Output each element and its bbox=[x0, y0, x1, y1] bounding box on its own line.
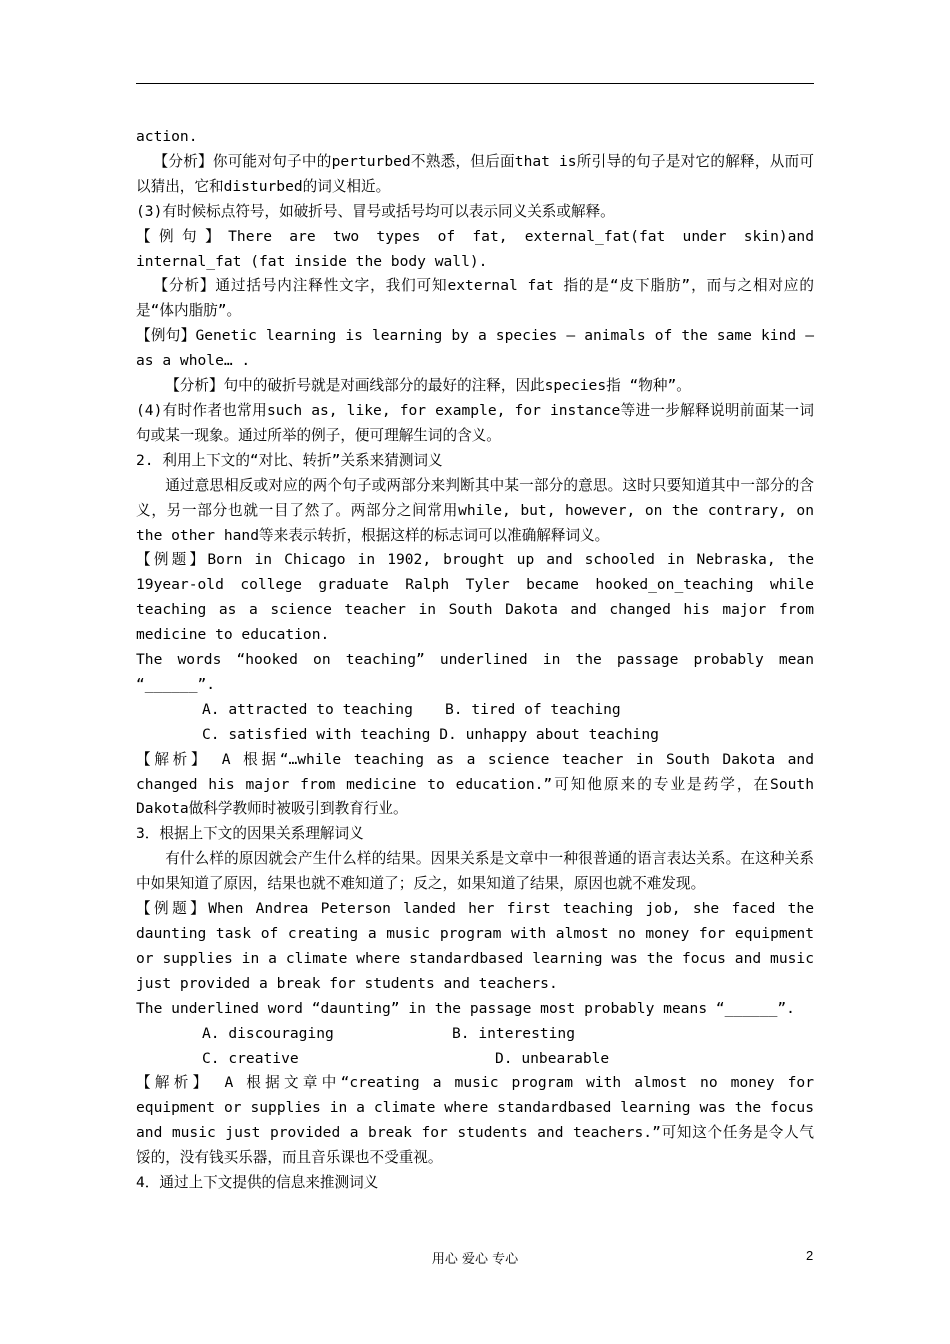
paragraph: 【例句】Genetic learning is learning by a species — animals of the same kind — as a whole… . bbox=[136, 327, 814, 370]
answer-options-row bbox=[136, 1022, 814, 1047]
paragraph: (3)有时候标点符号，如破折号、冒号或括号均可以表示同义关系或解释。 bbox=[136, 202, 615, 220]
paragraph: 【分析】你可能对句子中的perturbed不熟悉，但后面that is所引导的句子是对它的解释，从而可以猜出，它和disturbed的词义相近。 bbox=[136, 152, 814, 195]
page-number: 2 bbox=[806, 1248, 814, 1263]
option-b: B. tired of teaching bbox=[445, 700, 621, 718]
section-heading: 3．根据上下文的因果关系理解词义 bbox=[136, 825, 364, 843]
option-d: D. unhappy about teaching bbox=[439, 725, 659, 743]
section-heading: 2. 利用上下文的“对比、转折”关系来猜测词义 bbox=[136, 451, 443, 469]
paragraph: 通过意思相反或对应的两个句子或两部分来判断其中某一部分的意思。这时只要知道其中一部分的含义，另一部分也就一目了然了。两部分之间常用while, but, however, on the contrary, on the other hand等来表示转折，根据这样的标志词可以准确解释词义。 bbox=[136, 476, 814, 544]
paragraph: 【例题】When Andrea Peterson landed her first teaching job, she faced the daunting task of creating a music program with almost no money for equipment or supplies in a climate where standardbased learning was the focus and music just provided a break for students and teachers. bbox=[136, 900, 814, 992]
option-c: C. creative bbox=[202, 1049, 299, 1067]
paragraph: (4)有时作者也常用such as, like, for example, for instance等进一步解释说明前面某一词句或某一现象。通过所举的例子，便可理解生词的含义。 bbox=[136, 401, 814, 444]
paragraph: 【解析】 A 根据“…while teaching as a science teacher in South Dakota and changed his major from medicine to education.”可知他原来的专业是药学，在South Dakota做科学教师时被吸引到教育行业。 bbox=[136, 750, 814, 818]
option-b: B. interesting bbox=[452, 1024, 576, 1042]
option-a: A. attracted to teaching bbox=[202, 700, 413, 718]
question-stem: The words “hooked on teaching” underlined in the passage probably mean “______”. bbox=[136, 651, 814, 693]
answer-options-row bbox=[136, 1047, 814, 1072]
option-d: D. unbearable bbox=[495, 1049, 610, 1067]
paragraph: 【分析】句中的破折号就是对画线部分的最好的注释，因此species指 “物种”。 bbox=[165, 377, 691, 395]
section-heading: 4．通过上下文提供的信息来推测词义 bbox=[136, 1174, 379, 1192]
answer-options-row bbox=[136, 698, 814, 723]
paragraph: 有什么样的原因就会产生什么样的结果。因果关系是文章中一种很普通的语言表达关系。在这种关系中如果知道了原因，结果也就不难知道了；反之，如果知道了结果，原因也就不难发现。 bbox=[136, 850, 814, 893]
footer-slogan: 用心 爱心 专心 bbox=[431, 1252, 519, 1267]
paragraph: 【例题】Born in Chicago in 1902, brought up and schooled in Nebraska, the 19year-old college graduate Ralph Tyler became hooked_on_teaching while teaching as a science teacher in South Dakota and changed his major from medicine to education. bbox=[136, 551, 814, 644]
document-body bbox=[136, 125, 814, 1196]
question-stem: The underlined word “daunting” in the passage most probably means “______”. bbox=[136, 999, 795, 1017]
header-rule bbox=[136, 83, 814, 84]
paragraph: 【例句】There are two types of fat, external_fat(fat under skin)and internal_fat (fat inside the body wall). bbox=[136, 227, 814, 270]
option-a: A. discouraging bbox=[202, 1024, 334, 1042]
paragraph: action. bbox=[136, 128, 198, 145]
paragraph: 【解析】 A 根据文章中“creating a music program with almost no money for equipment or supplies in a climate where standardbased learning was the focus and music just provided a break for students and teachers.”可知这个任务是令人气馁的，没有钱买乐器，而且音乐课也不受重视。 bbox=[136, 1074, 814, 1167]
paragraph: 【分析】通过括号内注释性文字，我们可知external fat 指的是“皮下脂肪”，而与之相对应的是“体内脂肪”。 bbox=[136, 277, 814, 320]
option-c: C. satisfied with teaching bbox=[202, 725, 431, 743]
answer-options-row bbox=[136, 723, 814, 748]
